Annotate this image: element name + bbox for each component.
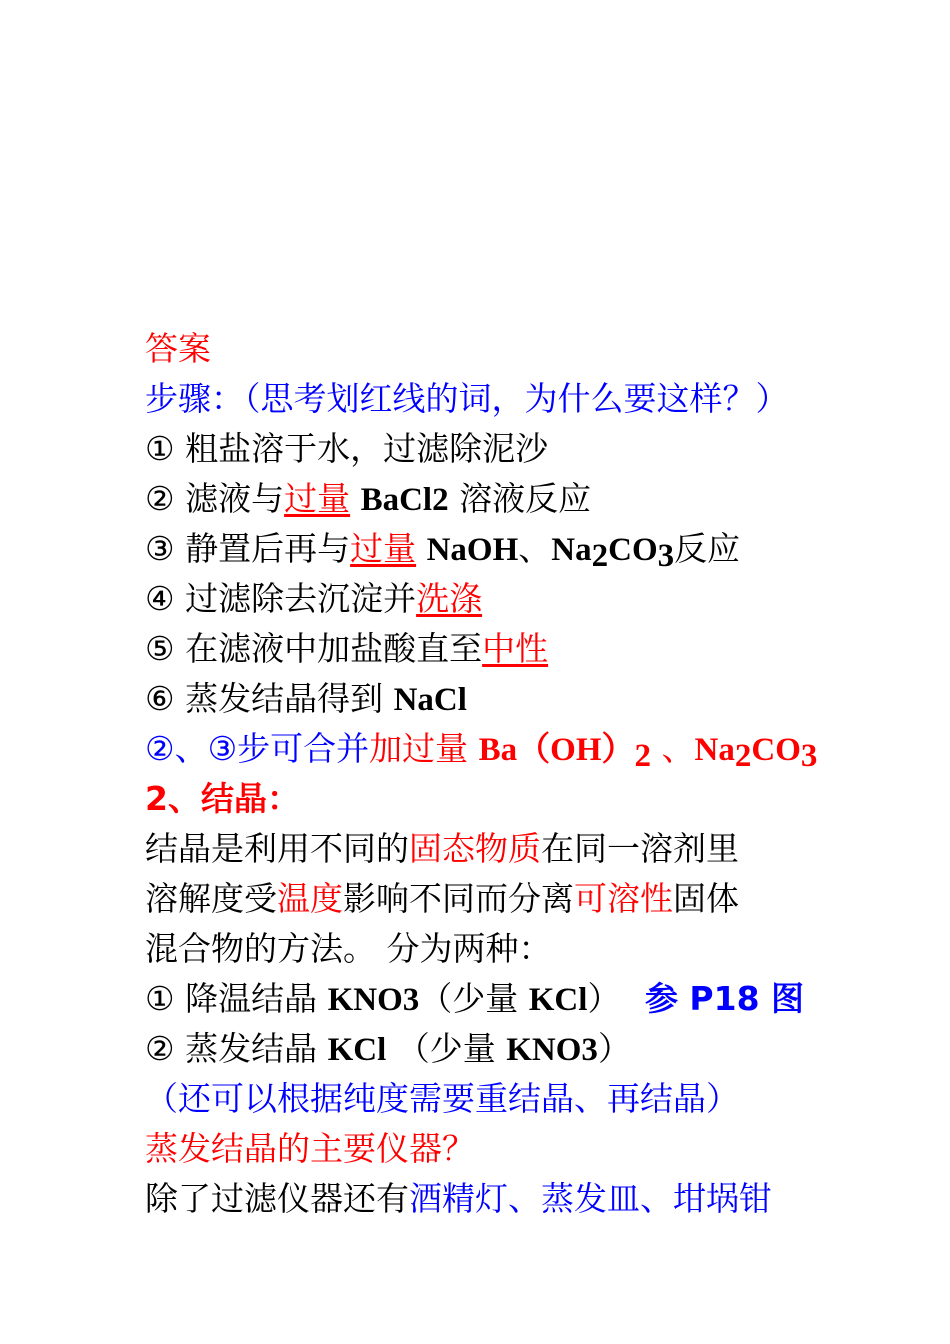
page-reference: 参 P18 图: [644, 979, 805, 1018]
step-2: ② 滤液与过量 BaCl2 溶液反应: [145, 479, 592, 518]
paragraph-line-3: 混合物的方法。 分为两种：: [145, 929, 552, 968]
combine-note: ②、③步可合并加过量 $Ba(OH)_2$ 、$Na_2CO_3$: [145, 729, 818, 774]
equipment-question: 蒸发结晶的主要仪器？: [145, 1129, 475, 1168]
equipment-answer: 除了过滤仪器还有酒精灯、蒸发皿、坩埚钳: [145, 1179, 772, 1218]
paragraph-line-2: 溶解度受温度影响不同而分离可溶性固体: [145, 879, 739, 918]
answer-heading: 答案: [145, 329, 211, 368]
underlined-keyword: 中性: [482, 629, 549, 668]
underlined-keyword: 洗涤: [416, 579, 483, 618]
recrystallization-note: （还可以根据纯度需要重结晶、再结晶）: [145, 1079, 739, 1118]
method-2: ② 蒸发结晶 KCl （少量 KNO3）: [145, 1029, 631, 1068]
underlined-keyword: 过量: [284, 479, 351, 518]
step-5: ⑤ 在滤液中加盐酸直至中性: [145, 629, 549, 668]
step-1: ① 粗盐溶于水，过滤除泥沙: [145, 429, 549, 468]
section-2-heading: 2、结晶：: [145, 779, 300, 818]
step-4: ④ 过滤除去沉淀并洗涤: [145, 579, 483, 618]
paragraph-line-1: 结晶是利用不同的固态物质在同一溶剂里: [145, 829, 739, 868]
steps-prompt: 步骤：（思考划红线的词，为什么要这样？）: [145, 379, 789, 418]
underlined-keyword: 过量: [350, 529, 417, 568]
step-3: ③ 静置后再与过量 NaOH、$Na_2CO_3$反应: [145, 529, 741, 574]
step-6: ⑥ 蒸发结晶得到 NaCl: [145, 679, 467, 718]
method-1: ① 降温结晶 KNO3（少量 KCl） 参 P18 图: [145, 979, 805, 1018]
